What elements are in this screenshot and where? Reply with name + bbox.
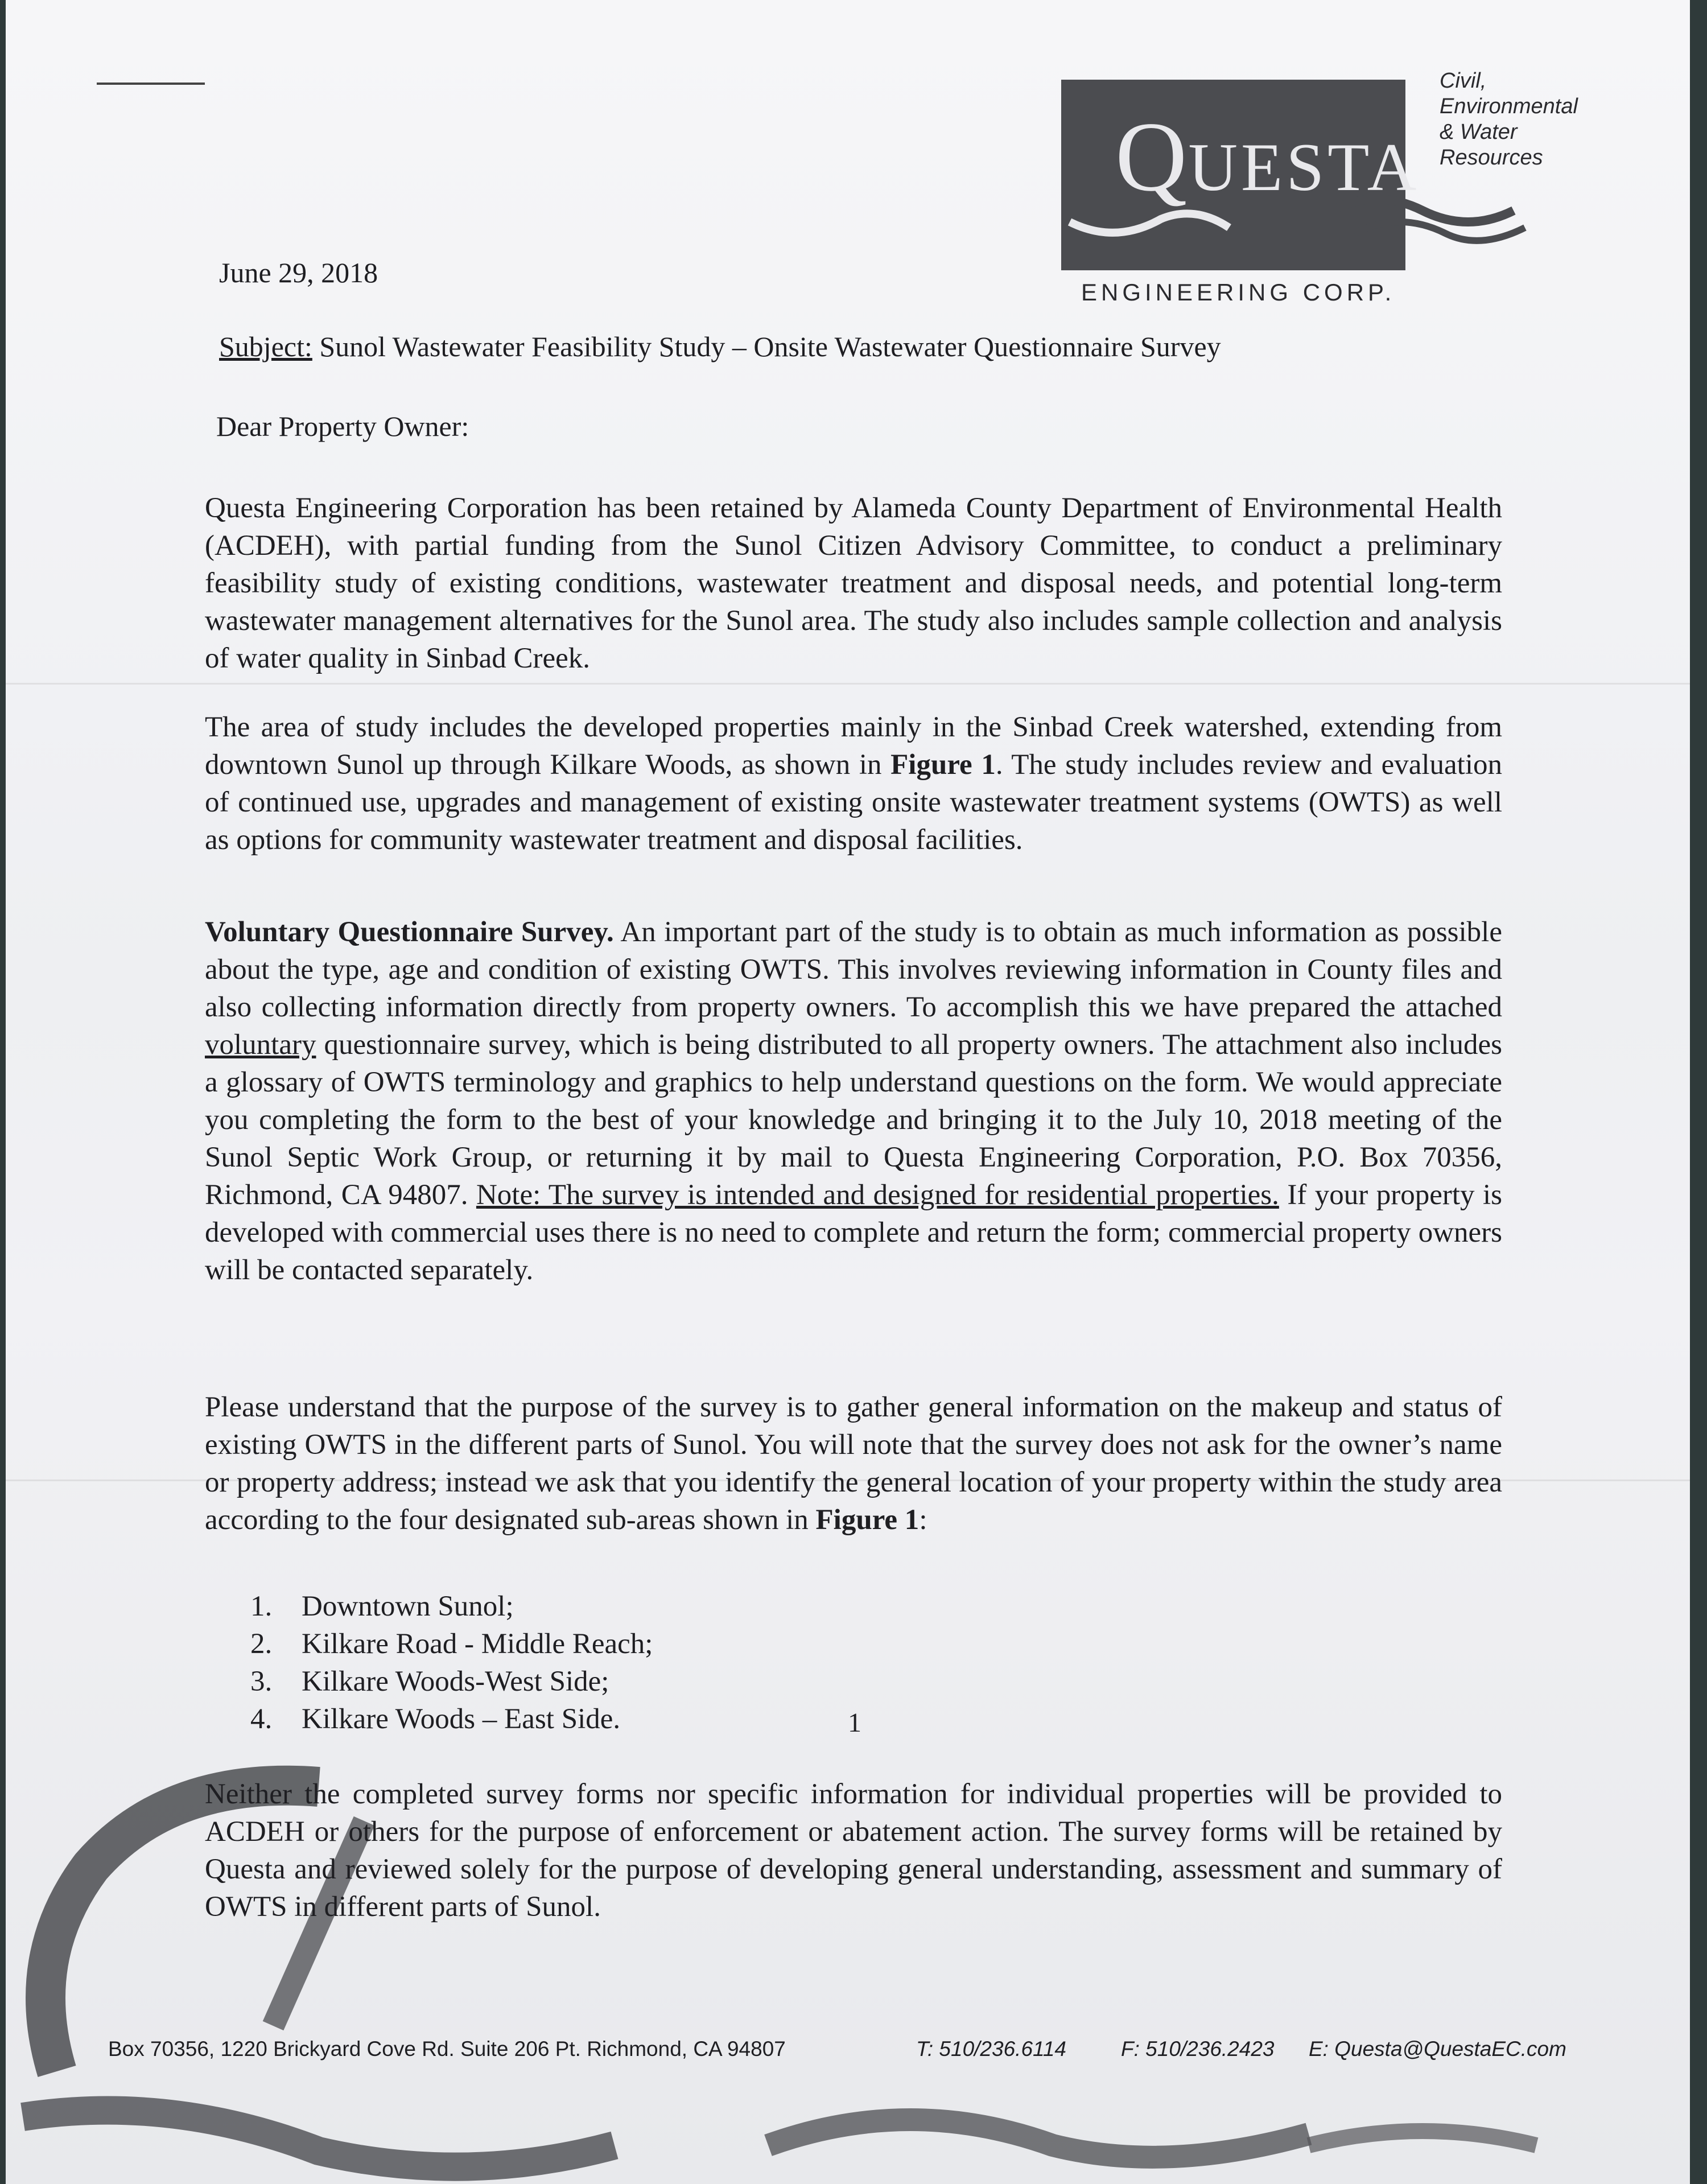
logo-subtitle: ENGINEERING CORP. bbox=[1081, 279, 1396, 306]
letter-date: June 29, 2018 bbox=[219, 257, 378, 289]
list-item: 4. Kilkare Woods – East Side. bbox=[250, 1703, 621, 1735]
paragraph-intro: Questa Engineering Corporation has been retained by Alameda County Department of Environmental Health (ACDEH), with partial funding from the Sunol Citizen Advisory Committee, to conduct a preliminary feasibility study of existing conditions, wastewater treatment and disposal needs, and potential long-term wastewater management alternatives for the Sunol area. The study also includes sample collection and analysis of water quality in Sinbad Creek. bbox=[205, 492, 1502, 674]
salutation: Dear Property Owner: bbox=[216, 410, 469, 442]
subject-label: Subject: bbox=[219, 331, 312, 362]
logo-wordmark: QUESTA bbox=[1115, 101, 1420, 212]
fold-line bbox=[6, 683, 1690, 685]
subject-line bbox=[219, 330, 1221, 363]
paragraph-purpose: Please understand that the purpose of the survey is to gather general information on the makeup and status of existing OWTS in the different parts of Sunol. You will note that the survey does not ask for the owner’s name or property address; instead we ask that you identify the general location of your property within the study area according to the four designated sub-areas shown in Figure 1: bbox=[205, 1391, 1502, 1536]
list-item: 1. Downtown Sunol; bbox=[250, 1590, 514, 1622]
subject-text: Sunol Wastewater Feasibility Study – Onsite Wastewater Questionnaire Survey bbox=[319, 331, 1221, 362]
section-heading: Voluntary Questionnaire Survey. bbox=[205, 916, 614, 948]
stray-mark bbox=[97, 83, 205, 85]
page-number: 1 bbox=[848, 1708, 861, 1738]
footer-phone: T: 510/236.6114 bbox=[916, 2037, 1067, 2061]
paragraph-confidentiality: Neither the completed survey forms nor specific information for individual properties will be provided to ACDEH or others for the purpose of enforcement or abatement action. The survey forms will be retained by Questa and reviewed solely for the purpose of developing general understanding, assessment and summary of OWTS in different parts of Sunol. bbox=[205, 1778, 1502, 1923]
footer-email: E: Questa@QuestaEC.com bbox=[1309, 2037, 1566, 2061]
sub-area-list bbox=[250, 1588, 653, 1738]
list-item: 2. Kilkare Road - Middle Reach; bbox=[250, 1628, 653, 1660]
footer bbox=[108, 2037, 1588, 2071]
logo-tagline: Civil, Environmental & Water Resources bbox=[1440, 69, 1578, 170]
paragraph-questionnaire: Voluntary Questionnaire Survey. An important part of the study is to obtain as much information as possible about the type, age and condition of existing OWTS. This involves reviewing information in County files and also collecting information directly from property owners. To accomplish this we have prepared the attached voluntary questionnaire survey, which is being distributed to all property owners. The attachment also includes a glossary of OWTS terminology and graphics to help understand questions on the form. We would appreciate you completing the form to the best of your knowledge and bringing it to the July 10, 2018 meeting of the Sunol Septic Work Group, or returning it by mail to Questa Engineering Corporation, P.O. Box 70356, Richmond, CA 94807. Note: The survey is intended and designed for residential properties. If your property is developed with commercial uses there is no need to complete and return the form; commercial property owners will be contacted separately. bbox=[205, 916, 1502, 1286]
list-item: 3. Kilkare Woods-West Side; bbox=[250, 1666, 609, 1697]
footer-address: Box 70356, 1220 Brickyard Cove Rd. Suite 206 Pt. Richmond, CA 94807 bbox=[108, 2037, 786, 2061]
paragraph-study-area: The area of study includes the developed properties mainly in the Sinbad Creek watershed, extending from downtown Sunol up through Kilkare Woods, as shown in Figure 1. The study includes review and evaluation of continued use, upgrades and management of existing onsite wastewater treatment systems (OWTS) as well as options for community wastewater treatment and disposal facilities. bbox=[205, 711, 1502, 856]
footer-fax: F: 510/236.2423 bbox=[1121, 2037, 1275, 2061]
